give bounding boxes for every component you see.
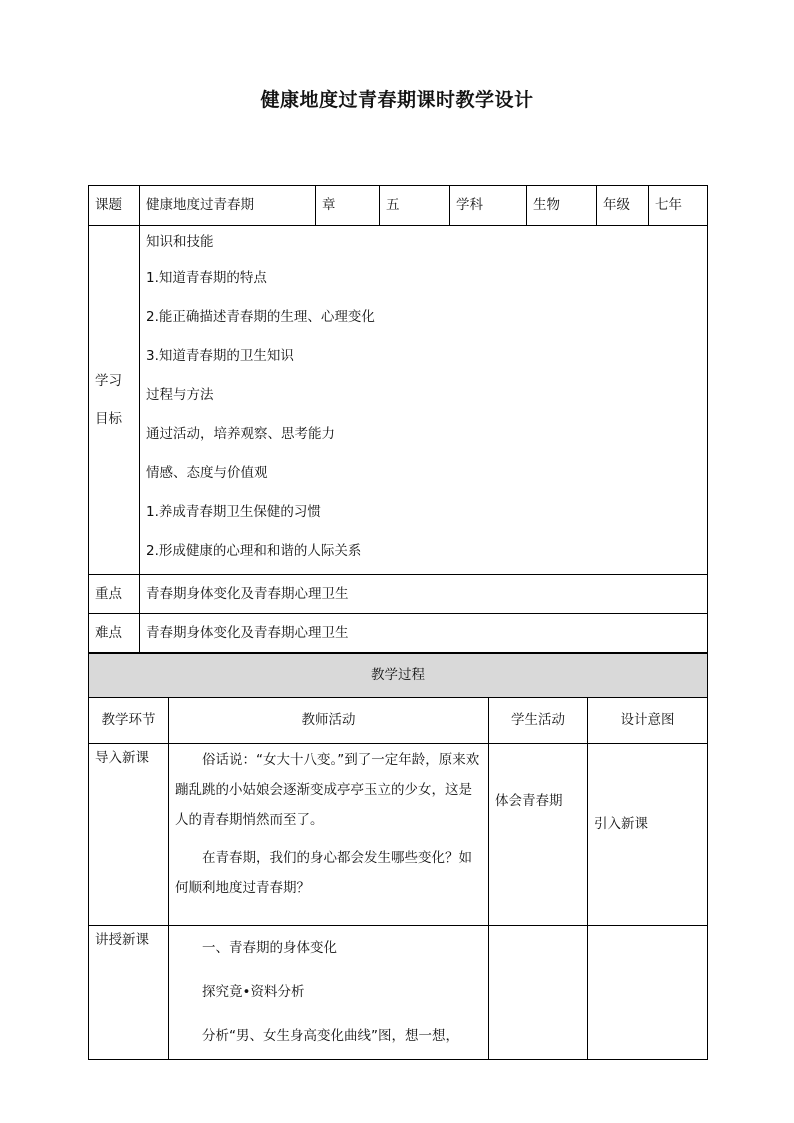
design-intent-cell: 引入新课 [588,744,708,926]
info-row [89,186,708,226]
objective-line: 1.养成青春期卫生保健的习惯 [146,504,321,520]
process-table [88,653,708,1060]
grade-value: 七年 [649,186,708,226]
objective-line: 3.知道青春期的卫生知识 [146,348,294,364]
column-header: 教学环节 [89,698,169,744]
subject-value: 生物 [527,186,597,226]
column-header: 教师活动 [169,698,489,744]
teacher-paragraph: 俗话说：“女大十八变。”到了一定年龄，原来欢蹦乱跳的小姑娘会逐渐变成亭亭玉立的少女，这是人的青春期悄然而至了。 [175,752,480,828]
objective-line: 过程与方法 [146,387,214,403]
table-row [89,744,708,926]
stage-cell: 讲授新课 [89,926,169,1060]
objectives-content [140,226,708,575]
subject-label: 学科 [450,186,527,226]
column-header: 学生活动 [489,698,588,744]
chapter-value: 五 [380,186,450,226]
process-heading-row [89,654,708,698]
objectives-label-line: 学习 [95,373,122,389]
table-row [89,926,708,1060]
objective-line: 1.知道青春期的特点 [146,270,267,286]
teacher-activity-cell [169,926,489,1060]
difficulty-row [89,614,708,653]
objectives-row [89,226,708,575]
student-activity-cell [489,926,588,1060]
chapter-label: 章 [316,186,380,226]
topic-value: 健康地度过青春期 [140,186,316,226]
key-point-row [89,575,708,614]
info-table [88,185,708,653]
key-point-label: 重点 [89,575,140,614]
teacher-activity-cell [169,744,489,926]
key-point-value: 青春期身体变化及青春期心理卫生 [140,575,708,614]
teacher-line: 探究竟•资料分析 [202,984,305,1000]
difficulty-label: 难点 [89,614,140,653]
objective-line: 2.能正确描述青春期的生理、心理变化 [146,309,375,325]
teacher-line: 分析“男、女生身高变化曲线”图，想一想， [202,1028,459,1044]
topic-label: 课题 [89,186,140,226]
teacher-line: 一、青春期的身体变化 [202,940,337,956]
objective-line: 通过活动，培养观察、思考能力 [146,426,335,442]
process-header-row [89,698,708,744]
objective-line: 2.形成健康的心理和和谐的人际关系 [146,543,362,559]
process-heading: 教学过程 [89,654,708,698]
design-intent-cell [588,926,708,1060]
objectives-label-line: 目标 [95,411,122,427]
objective-line: 知识和技能 [146,234,214,250]
teacher-paragraph: 在青春期，我们的身心都会发生哪些变化？如何顺利地度过青春期？ [175,850,472,896]
objectives-label [89,226,140,575]
page-title: 健康地度过青春期课时教学设计 [260,89,534,111]
difficulty-value: 青春期身体变化及青春期心理卫生 [140,614,708,653]
student-activity-cell: 体会青春期 [489,744,588,926]
column-header: 设计意图 [588,698,708,744]
grade-label: 年级 [597,186,649,226]
objective-line: 情感、态度与价值观 [146,465,268,481]
stage-cell: 导入新课 [89,744,169,926]
